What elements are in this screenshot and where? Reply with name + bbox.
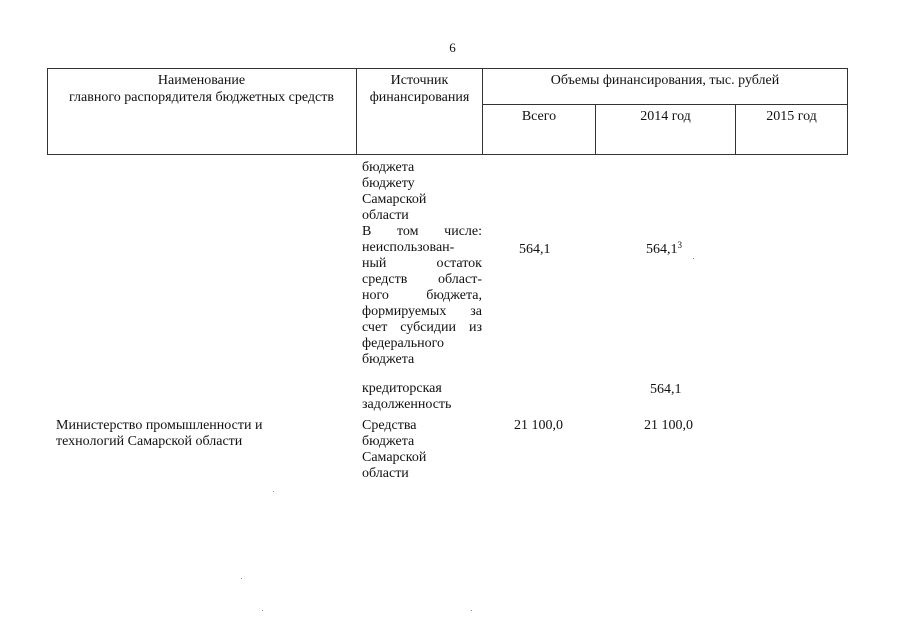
including-2014-value xyxy=(646,242,682,258)
header-bottom-border xyxy=(47,154,848,155)
source-continuation-line: Самарской xyxy=(362,192,427,207)
including-line: В том числе: xyxy=(362,224,482,239)
ministry-name-line: технологий Самарской области xyxy=(56,434,243,449)
scan-speck xyxy=(273,491,274,492)
ministry-source-line: области xyxy=(362,466,409,481)
header-source-line-2: финансирования xyxy=(369,90,470,105)
ministry-2014-value: 21 100,0 xyxy=(644,418,693,433)
header-source-line-1: Источник xyxy=(390,73,449,88)
source-continuation-line: бюджету xyxy=(362,176,415,191)
ministry-name-line: Министерство промышленности и xyxy=(56,418,263,433)
payables-2014-value: 564,1 xyxy=(650,382,682,397)
header-2014-column: 2014 год xyxy=(640,109,691,124)
scan-speck xyxy=(241,578,242,579)
ministry-source-line: Средства xyxy=(362,418,417,433)
header-2015-column: 2015 год xyxy=(766,109,817,124)
header-total-column: Всего xyxy=(521,109,557,124)
including-line: формируемых за xyxy=(362,304,482,319)
including-line: неиспользован- xyxy=(362,240,455,255)
ministry-source-line: бюджета xyxy=(362,434,415,449)
scan-speck xyxy=(262,610,263,611)
including-source-text xyxy=(362,224,482,368)
header-volumes-column: Объемы финансирования, тыс. рублей xyxy=(550,73,780,88)
header-subrow-border xyxy=(482,104,848,105)
including-line: средств област- xyxy=(362,272,482,287)
including-line: ный остаток xyxy=(362,256,482,271)
header-name-line-2: главного распорядителя бюджетных средств xyxy=(69,90,334,105)
ministry-source-text xyxy=(362,418,482,482)
source-continuation-line: бюджета xyxy=(362,160,415,175)
including-line: федерального xyxy=(362,336,445,351)
including-2014-amount: 564,1 xyxy=(646,242,678,257)
header-name-column xyxy=(47,72,356,106)
source-continuation-line: области xyxy=(362,208,409,223)
table-header xyxy=(47,68,848,155)
header-top-border xyxy=(47,68,848,69)
footnote-marker: 3 xyxy=(677,240,682,250)
including-line: ного бюджета, xyxy=(362,288,482,303)
including-line: бюджета xyxy=(362,352,415,367)
ministry-total-value: 21 100,0 xyxy=(514,418,563,433)
header-name-line-1: Наименование xyxy=(157,73,246,88)
scan-speck xyxy=(471,610,472,611)
header-source-column xyxy=(357,72,482,106)
payables-line: задолженность xyxy=(362,397,452,412)
including-total-value: 564,1 xyxy=(519,242,551,257)
page-number: 6 xyxy=(449,40,456,55)
ministry-source-line: Самарской xyxy=(362,450,427,465)
ministry-name xyxy=(56,418,262,450)
including-line: счет субсидии из xyxy=(362,320,482,335)
scan-speck xyxy=(693,258,694,259)
payables-line: кредиторская xyxy=(362,381,442,396)
payables-source-text xyxy=(362,381,482,413)
source-continuation xyxy=(362,160,482,224)
header-right-border xyxy=(847,68,848,155)
